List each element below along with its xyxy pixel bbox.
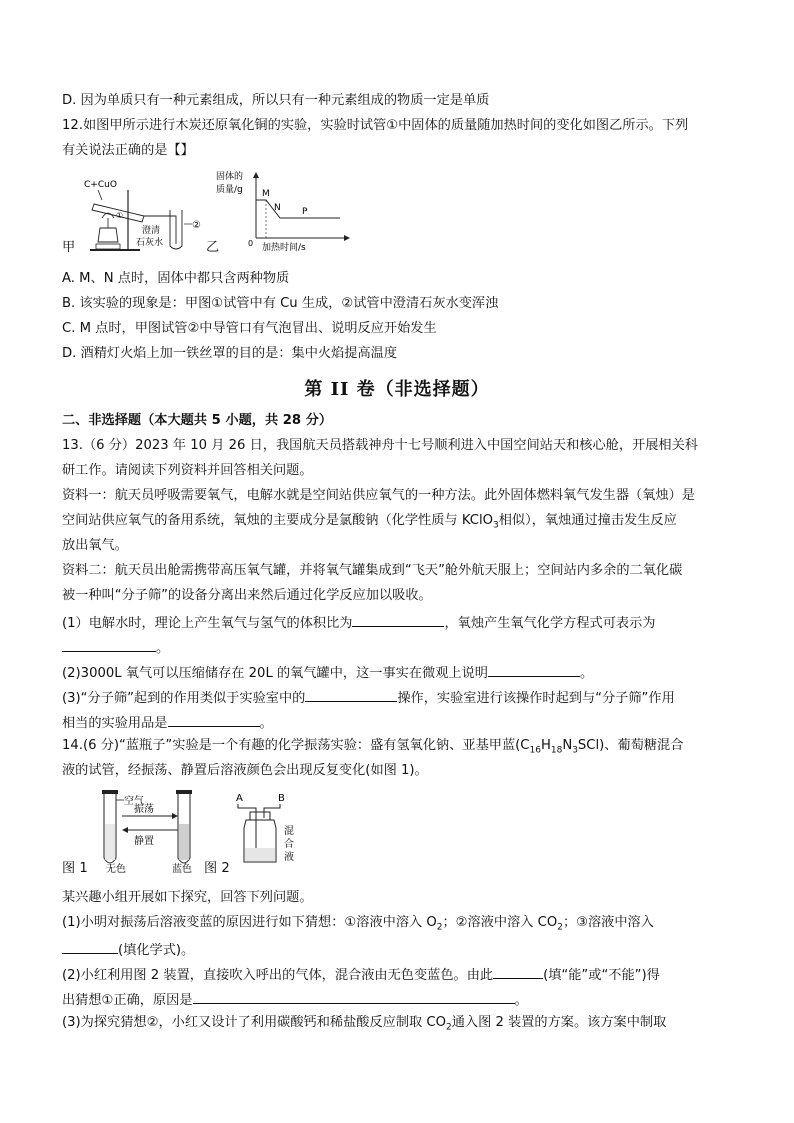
question-14-2-cont: 出猜想①正确，原因是 。 — [62, 989, 528, 1010]
question-13-1-cont: 。 — [62, 637, 169, 658]
mix-label-1: 混 — [284, 826, 294, 837]
point-p: P — [302, 207, 308, 217]
option-12-c: C. M 点时，甲图试管②中导管口有气泡冒出、说明反应开始发生 — [62, 321, 437, 336]
material-1-line-1: 资料一：航天员呼吸需要氧气，电解水就是空间站供应氧气的一种方法。此外固体燃料氧气发生器（氧烛）是 — [62, 488, 695, 503]
question-14-stem-cont: 液的试管，经振荡、静置后溶液颜色会出现反复变化(如图 1)。 — [62, 763, 428, 778]
mix-label-2: 合 — [284, 839, 294, 850]
question-13-1: (1）电解水时，理论上产生氧气与氢气的体积比为 ，氧烛产生氧气化学方程式可表示为 — [62, 612, 655, 633]
label-a: A — [236, 793, 243, 804]
graph-ylabel-2: 质量/g — [216, 185, 243, 195]
question-12-stem-cont: 有关说法正确的是【】 — [62, 143, 194, 158]
tube2-label: ② — [192, 220, 201, 231]
question-13-stem: 13.（6 分）2023 年 10 月 26 日，我国航天员搭载神舟十七号顺利进入中国空间站天和核心舱，开展相关科 — [62, 438, 698, 453]
answer-blank[interactable] — [493, 964, 543, 979]
section-title: 第 II 卷（非选择题） — [304, 379, 490, 400]
question-13-3: (3)“分子筛”起到的作用类似于实验室中的 操作，实验室进行该操作时起到与“分子筛”作用 — [62, 687, 675, 708]
answer-blank[interactable] — [168, 712, 260, 727]
point-m: M — [262, 189, 270, 199]
question-13-3-cont: 相当的实验用品是 。 — [62, 712, 273, 733]
figure-jia-label: 甲 — [62, 240, 76, 255]
answer-blank[interactable] — [62, 939, 118, 954]
answer-blank[interactable] — [305, 687, 397, 702]
water-label-2: 石灰水 — [136, 238, 164, 248]
air-label: 空气 — [124, 796, 144, 807]
figure-1-label: 图 1 — [62, 861, 88, 876]
question-14-stem: 14.(6 分)“蓝瓶子”实验是一个有趣的化学振荡实验：盛有氢氧化钠、亚基甲蓝$(C_{16}H_{18}N_3SCl)$、葡萄糖混合 — [62, 738, 684, 756]
reagent-label: C+CuO — [84, 180, 117, 190]
question-13-2: (2)3000L 氧气可以压缩储存在 20L 的氧气罐中，这一事实在微观上说明 。 — [62, 662, 593, 683]
water-label-1: 澄清 — [142, 226, 161, 236]
figure-jia-apparatus — [80, 170, 220, 255]
figure-1-test-tubes — [92, 788, 212, 874]
figure-2-label: 图 2 — [204, 861, 230, 876]
answer-blank[interactable] — [488, 662, 580, 677]
option-12-a: A. M、N 点时，固体中都只含两种物质 — [62, 271, 290, 286]
figure-2-bottle — [228, 790, 308, 870]
answer-blank[interactable] — [62, 637, 156, 652]
material-2-line-1: 资料二：航天员出舱需携带高压氧气罐，并将氧气罐集成到“飞天”舱外航天服上；空间站内多余的二氧化碳 — [62, 563, 683, 578]
material-1-line-2: 空间站供应氧气的备用系统，氧烛的主要成分是氯酸钠（化学性质与 KClO$_3$相似），氧烛通过撞击发生反应 — [62, 513, 677, 531]
option-12-d: D. 酒精灯火焰上加一铁丝罩的目的是：集中火焰提高温度 — [62, 346, 398, 361]
answer-blank[interactable] — [193, 989, 515, 1004]
label-b: B — [278, 793, 285, 804]
blue-label: 蓝色 — [172, 864, 192, 874]
question-14-3: (3)为探究猜想②，小红又设计了利用碳酸钙和稀盐酸反应制取 $CO_2$通入图 2 装置的方案。该方案中制取 — [62, 1015, 667, 1033]
graph-xlabel: 加热时间/s — [262, 243, 306, 253]
rest-label: 静置 — [134, 836, 154, 847]
figure-yi-graph — [210, 168, 350, 253]
question-13-stem-cont: 研工作。请阅读下列资料并回答相关问题。 — [62, 463, 313, 478]
point-n: N — [274, 203, 281, 213]
shake-label: 振荡 — [134, 804, 154, 815]
material-2-line-2: 被一种叫“分子筛”的设备分离出来然后通过化学反应加以吸收。 — [62, 588, 432, 603]
figure-yi-label: 乙 — [206, 240, 220, 255]
answer-blank[interactable] — [352, 612, 444, 627]
question-14-1: (1)小明对振荡后溶液变蓝的原因进行如下猜想：①溶液中溶入 $O_2$；②溶液中溶入 $CO_2$；③溶液中溶入 — [62, 915, 654, 933]
tube1-label: ① — [116, 211, 124, 220]
option-11-d: D. 因为单质只有一种元素组成，所以只有一种元素组成的物质一定是单质 — [62, 93, 490, 108]
colorless-label: 无色 — [106, 864, 126, 874]
question-14-2: (2)小红利用图 2 装置，直接吹入呼出的气体，混合液由无色变蓝色。由此 (填“能”或“不能”)得 — [62, 964, 660, 985]
mix-label-3: 液 — [284, 852, 294, 863]
option-12-b: B. 该实验的现象是：甲图①试管中有 Cu 生成，②试管中澄清石灰水变浑浊 — [62, 296, 499, 311]
graph-origin: 0 — [248, 239, 254, 248]
question-14-1-cont: (填化学式)。 — [62, 939, 194, 960]
question-12-stem: 12.如图甲所示进行木炭还原氧化铜的实验，实验时试管①中固体的质量随加热时间的变化如图乙所示。下列 — [62, 118, 689, 133]
section-2-heading: 二、非选择题（本大题共 5 小题，共 28 分） — [62, 413, 333, 428]
question-14-intro: 某兴趣小组开展如下探究，回答下列问题。 — [62, 890, 313, 905]
graph-ylabel-1: 固体的 — [216, 172, 244, 182]
material-1-line-3: 放出氧气。 — [62, 538, 128, 553]
